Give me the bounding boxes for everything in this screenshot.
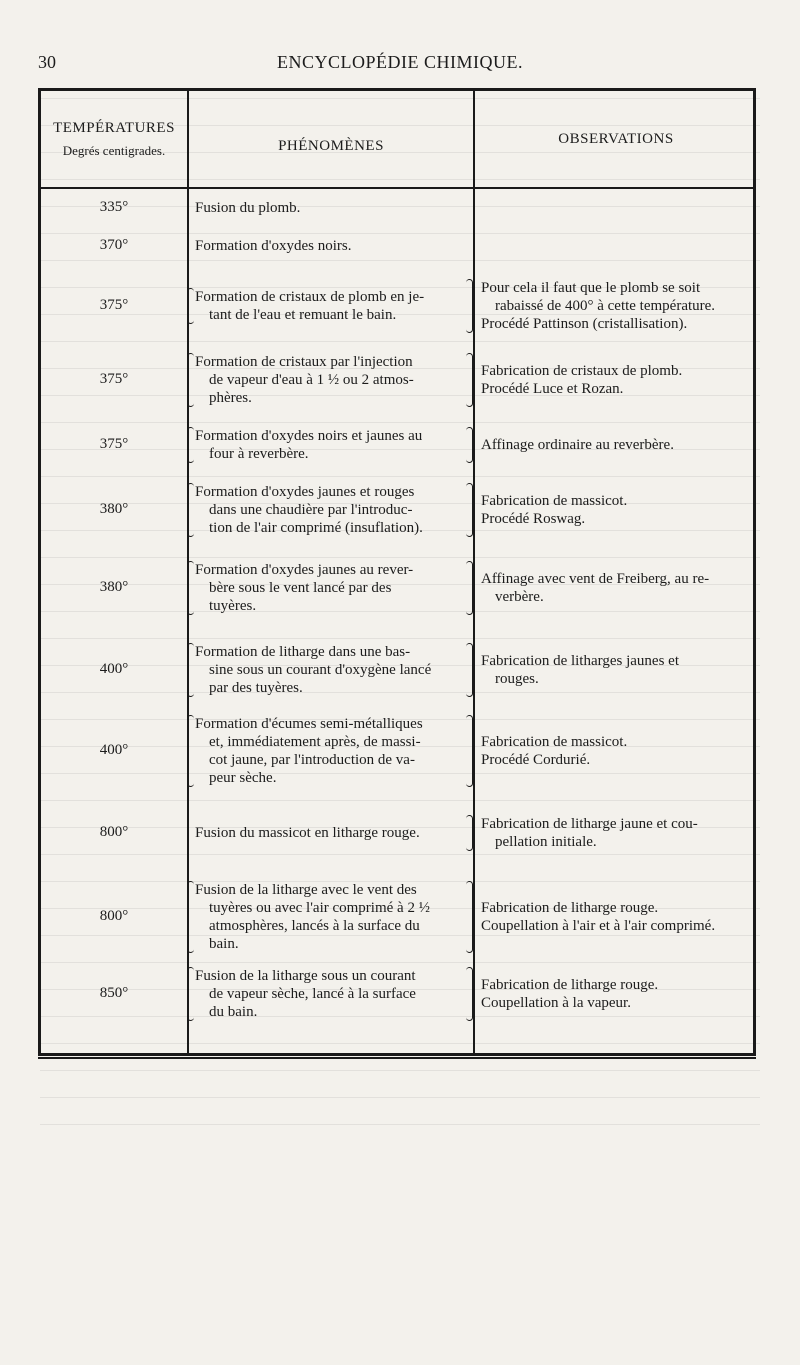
observation-line: pellation initiale. (495, 834, 597, 850)
column-header-observations (475, 91, 757, 187)
observation-cell (477, 362, 757, 398)
phenomenon-cell (191, 643, 473, 697)
observation-line: Pour cela il faut que le plomb se soit (481, 280, 701, 296)
observation-cell (477, 976, 757, 1012)
observation-cell (477, 652, 757, 688)
phenomenon-line: tuyères ou avec l'air comprimé à 2 ½ (209, 900, 430, 916)
phenomenon-cell (191, 237, 473, 255)
observation-line: Fabrication de litharge rouge. (481, 900, 659, 916)
observations-title: OBSERVATIONS (558, 130, 674, 147)
temperature-cell: 375° (99, 436, 129, 452)
observation-cell (477, 570, 757, 606)
observation-line: rouges. (495, 671, 539, 687)
observation-line: verbère. (495, 589, 544, 605)
phenomenon-line: four à reverbère. (209, 446, 309, 462)
phenomenon-line: Formation d'oxydes noirs. (195, 238, 352, 254)
temperature-cell: 800° (99, 908, 129, 924)
phenomenon-cell (191, 967, 473, 1021)
phenomenon-cell (191, 561, 473, 615)
column-header-temperature (41, 91, 187, 187)
left-brace (187, 353, 194, 407)
left-brace (187, 715, 194, 787)
phenomenon-cell (191, 353, 473, 407)
phenomenon-line: par des tuyères. (209, 680, 303, 696)
observation-cell (477, 436, 757, 454)
phenomenon-cell (191, 824, 473, 842)
phenomenon-line: Formation de cristaux de plomb en je- (195, 289, 425, 305)
observation-line: Fabrication de massicot. (481, 734, 628, 750)
right-brace (466, 353, 473, 407)
phenomenon-line: Formation d'oxydes jaunes et rouges (195, 484, 415, 500)
temperature-cell: 400° (99, 742, 129, 758)
phenomenon-cell (191, 199, 473, 217)
phenomenon-line: Fusion du plomb. (195, 200, 301, 216)
left-brace (187, 561, 194, 615)
phenomenon-line: Formation de litharge dans une bas- (195, 644, 411, 660)
observation-cell (477, 492, 757, 528)
temperature-table (38, 88, 756, 1056)
phenomenon-line: tuyères. (209, 598, 257, 614)
right-brace (466, 715, 473, 787)
observation-line: Fabrication de massicot. (481, 493, 628, 509)
phenomenon-line: Formation d'oxydes jaunes au rever- (195, 562, 414, 578)
left-brace (187, 967, 194, 1021)
temperature-cell: 375° (99, 371, 129, 387)
observation-line: Fabrication de litharge jaune et cou- (481, 816, 698, 832)
right-brace (466, 643, 473, 697)
phenomenon-line: de vapeur sèche, lancé à la surface (209, 986, 416, 1002)
temperature-cell: 380° (99, 501, 129, 517)
left-brace (187, 483, 194, 537)
observation-cell (477, 733, 757, 769)
right-brace (466, 967, 473, 1021)
phenomenon-line: du bain. (209, 1004, 258, 1020)
temperature-title: TEMPÉRATURES (53, 119, 175, 136)
temperature-cell: 375° (99, 297, 129, 313)
temperature-cell: 370° (99, 237, 129, 253)
observation-line: Coupellation à la vapeur. (481, 995, 631, 1011)
running-title: ENCYCLOPÉDIE CHIMIQUE. (277, 52, 523, 72)
left-brace (187, 643, 194, 697)
phenomenon-line: Fusion de la litharge sous un courant (195, 968, 416, 984)
right-brace (466, 483, 473, 537)
observation-line: Procédé Roswag. (481, 511, 586, 527)
page-header (38, 52, 762, 78)
phenomenon-line: Formation d'oxydes noirs et jaunes au (195, 428, 423, 444)
observation-line: Affinage ordinaire au reverbère. (481, 437, 674, 453)
observation-line: Fabrication de litharge rouge. (481, 977, 659, 993)
right-brace (466, 561, 473, 615)
phenomenon-line: peur sèche. (209, 770, 277, 786)
phenomenon-line: Formation de cristaux par l'injection (195, 354, 413, 370)
header-divider (41, 187, 753, 189)
right-brace (466, 815, 473, 851)
phenomenon-line: dans une chaudière par l'introduc- (209, 502, 413, 518)
phenomenon-line: sine sous un courant d'oxygène lancé (209, 662, 432, 678)
phenomenon-line: Fusion du massicot en litharge rouge. (195, 825, 420, 841)
temperature-cell: 850° (99, 985, 129, 1001)
left-brace (187, 881, 194, 953)
column-header-phenomena (189, 91, 473, 187)
phenomenon-line: Formation d'écumes semi-métalliques (195, 716, 423, 732)
phenomena-title: PHÉNOMÈNES (278, 137, 384, 154)
phenomenon-line: tant de l'eau et remuant le bain. (209, 307, 397, 323)
phenomenon-line: et, immédiatement après, de massi- (209, 734, 421, 750)
observation-line: Coupellation à l'air et à l'air comprimé. (481, 918, 716, 934)
phenomenon-cell (191, 715, 473, 787)
observation-line: Affinage avec vent de Freiberg, au re- (481, 571, 710, 587)
observation-line: Procédé Cordurié. (481, 752, 591, 768)
column-divider (473, 91, 475, 1053)
observation-line: Procédé Luce et Rozan. (481, 381, 624, 397)
right-brace (466, 881, 473, 953)
temperature-cell: 800° (99, 824, 129, 840)
phenomenon-line: tion de l'air comprimé (insuflation). (209, 520, 423, 536)
left-brace (187, 427, 194, 463)
phenomenon-line: phères. (209, 390, 252, 406)
phenomenon-line: atmosphères, lancés à la surface du (209, 918, 420, 934)
phenomenon-cell (191, 881, 473, 953)
phenomenon-line: cot jaune, par l'introduction de va- (209, 752, 415, 768)
phenomenon-line: Fusion de la litharge avec le vent des (195, 882, 417, 898)
observation-line: Fabrication de litharges jaunes et (481, 653, 679, 669)
temperature-cell: 380° (99, 579, 129, 595)
left-brace (187, 288, 194, 324)
observation-cell (477, 815, 757, 851)
phenomenon-line: bain. (209, 936, 239, 952)
phenomenon-cell (191, 483, 473, 537)
phenomenon-line: de vapeur d'eau à 1 ½ ou 2 atmos- (209, 372, 414, 388)
phenomenon-cell (191, 288, 473, 324)
observation-cell (477, 279, 757, 333)
right-brace (466, 279, 473, 333)
observation-line: Procédé Pattinson (cristallisation). (481, 316, 688, 332)
temperature-cell: 335° (99, 199, 129, 215)
temperature-cell: 400° (99, 661, 129, 677)
page-number: 30 (38, 52, 56, 72)
phenomenon-line: bère sous le vent lancé par des (209, 580, 392, 596)
temperature-unit: Degrés centigrades. (62, 142, 166, 158)
right-brace (466, 427, 473, 463)
observation-line: Fabrication de cristaux de plomb. (481, 363, 683, 379)
phenomenon-cell (191, 427, 473, 463)
observation-cell (477, 899, 757, 935)
observation-line: rabaissé de 400° à cette température. (495, 298, 716, 314)
